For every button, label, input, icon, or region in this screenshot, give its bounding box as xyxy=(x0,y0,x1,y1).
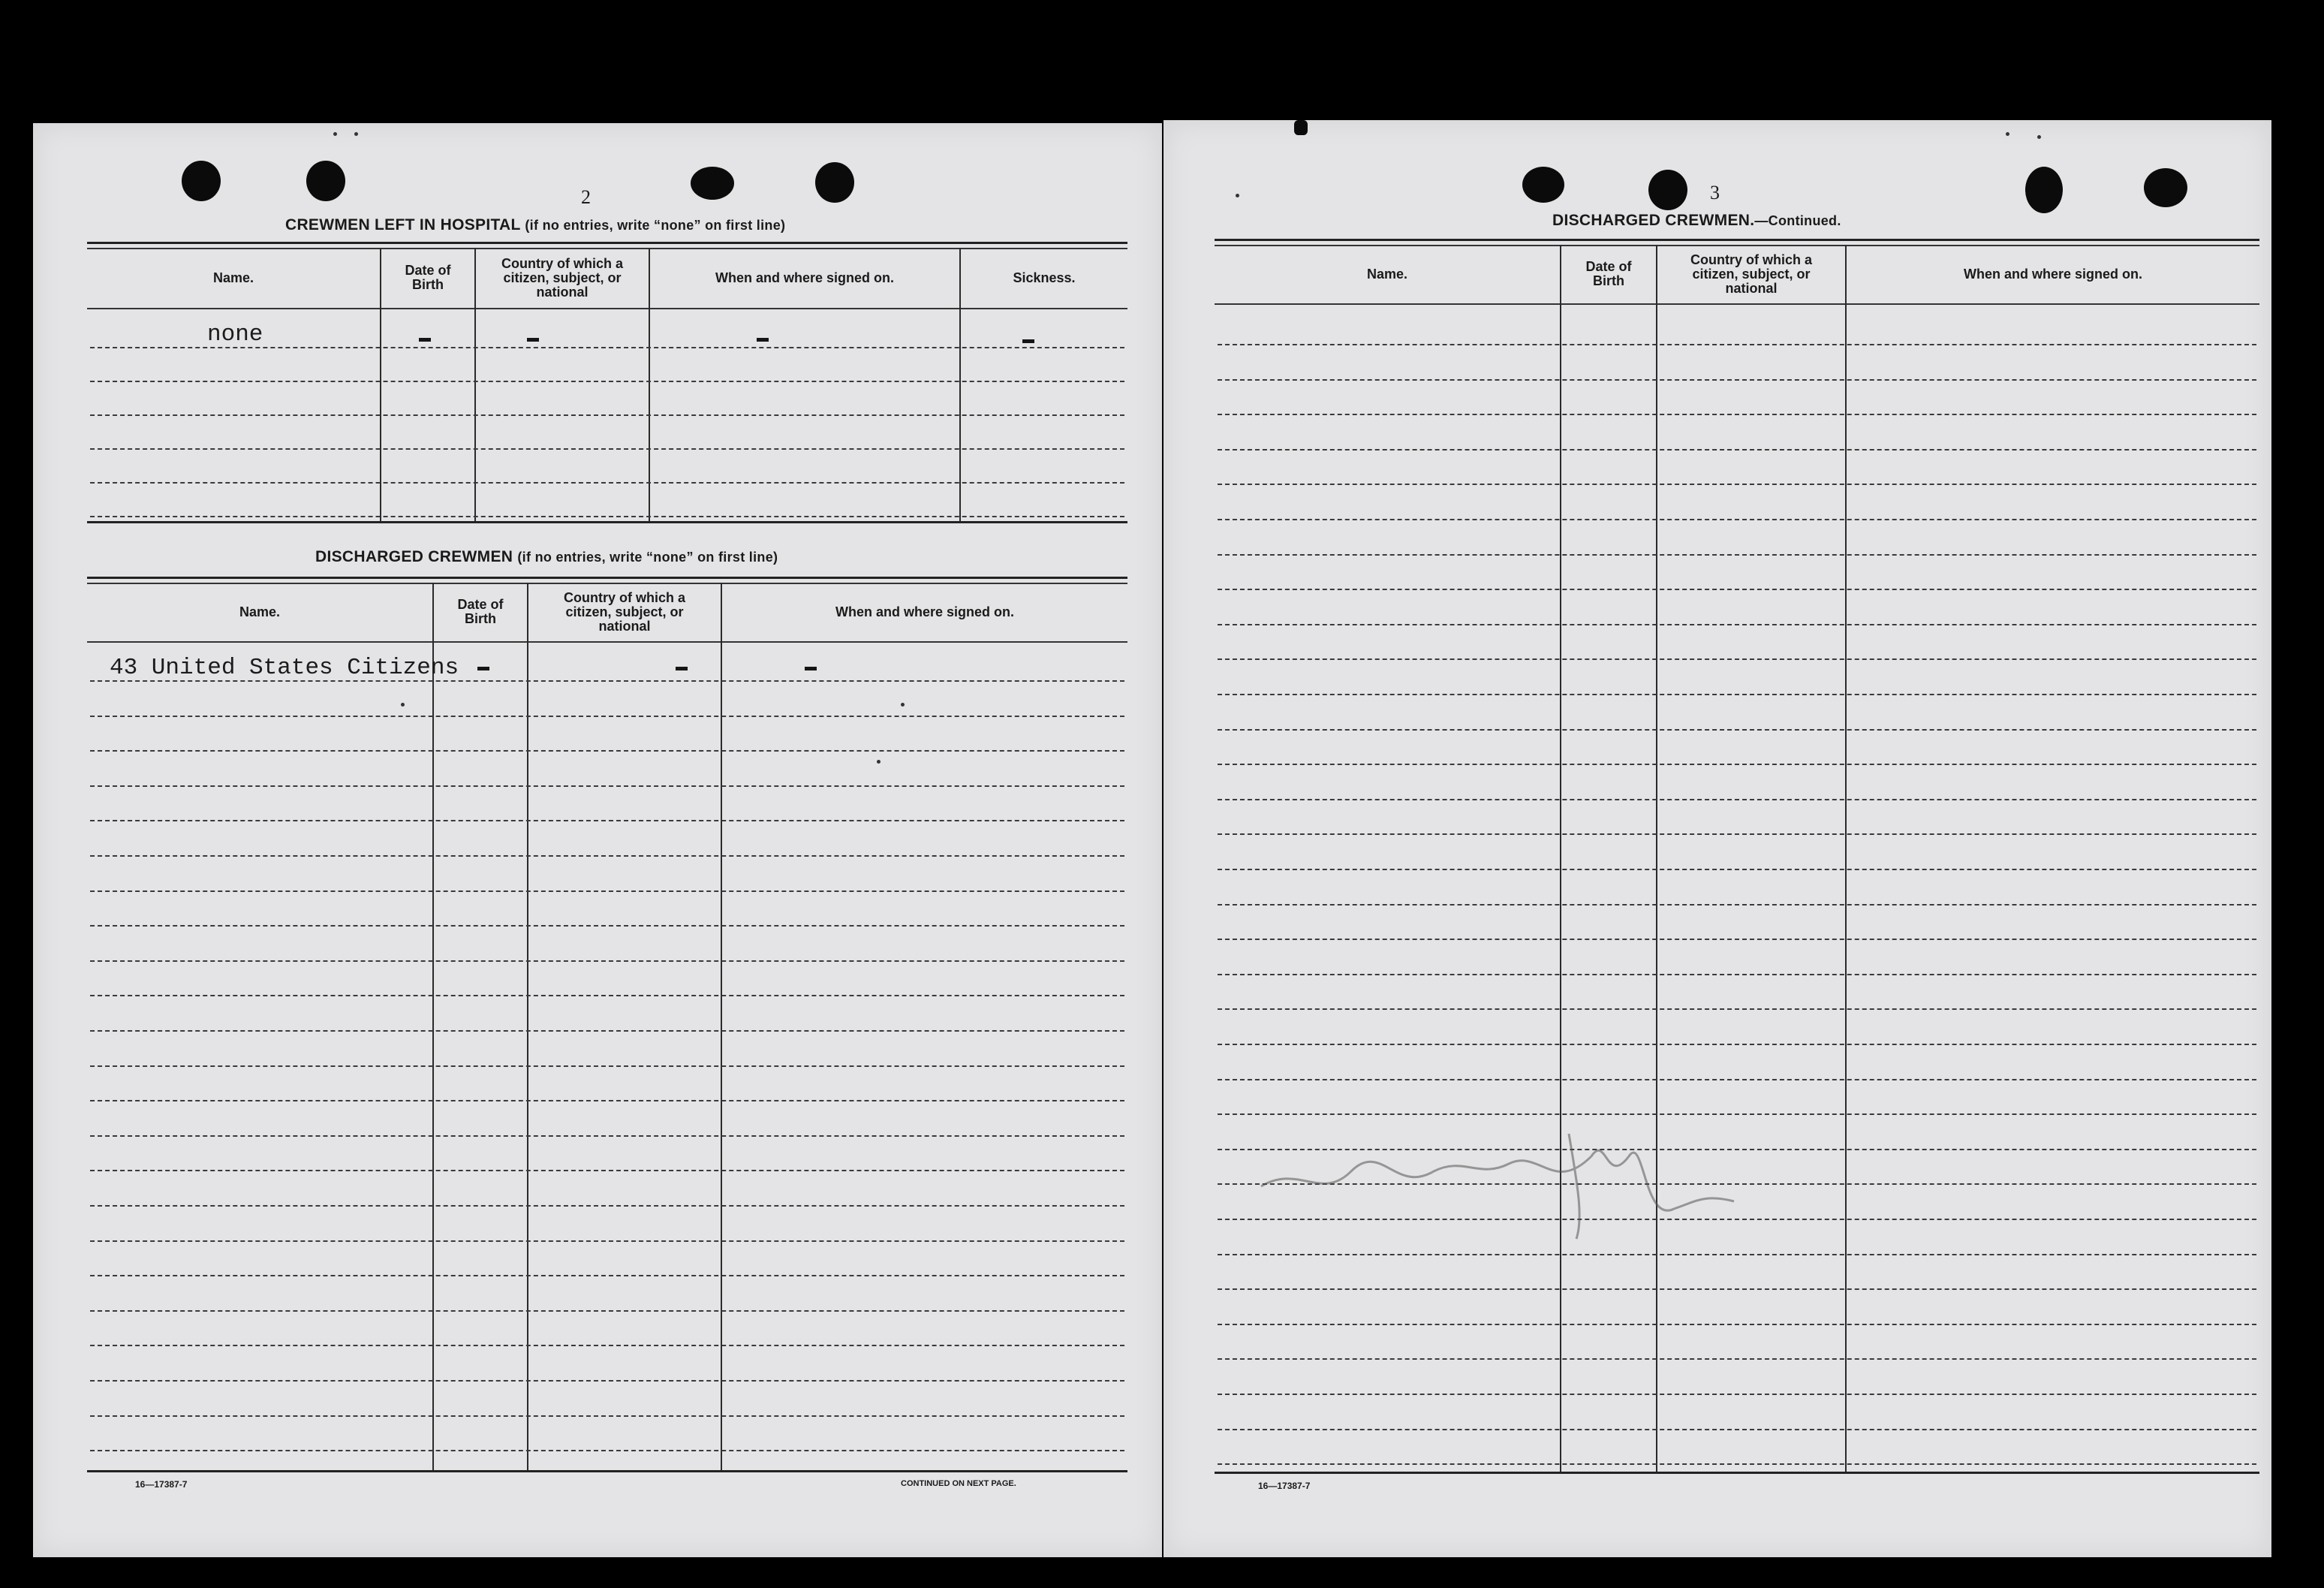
punch-hole xyxy=(1522,167,1564,203)
ruled-line xyxy=(90,516,1124,517)
ruled-line xyxy=(1218,869,2256,870)
continued-note: CONTINUED ON NEXT PAGE. xyxy=(901,1479,1016,1488)
ruled-line xyxy=(90,890,1124,892)
ruled-line xyxy=(1218,833,2256,835)
ruled-line xyxy=(90,381,1124,382)
dob-blank-mark xyxy=(419,338,431,342)
discharged-section-title xyxy=(315,548,778,566)
ruled-line xyxy=(90,1170,1124,1171)
ruled-line xyxy=(90,448,1124,450)
column-header-country: Country of which a citizen, subject, or national xyxy=(501,255,623,300)
ruled-line xyxy=(1218,658,2256,660)
dob-blank-mark xyxy=(477,667,489,670)
ruled-line xyxy=(1218,1463,2256,1465)
ruled-line xyxy=(90,1205,1124,1207)
ruled-line xyxy=(90,716,1124,717)
ruled-line xyxy=(90,1450,1124,1451)
right-page xyxy=(1164,120,2271,1557)
punch-hole xyxy=(182,161,221,201)
ruled-line xyxy=(1218,904,2256,905)
ruled-line xyxy=(1218,449,2256,450)
page-number: 3 xyxy=(1710,182,1720,203)
column-header-dob: Date of Birth xyxy=(405,263,451,292)
ruled-line xyxy=(1218,414,2256,415)
form-number: 16—17387-7 xyxy=(1258,1481,1311,1491)
ruled-line xyxy=(1218,624,2256,625)
left-page xyxy=(33,123,1162,1557)
ruled-line xyxy=(1218,1324,2256,1325)
punch-hole xyxy=(2144,168,2187,207)
ruled-line xyxy=(90,414,1124,416)
ruled-line xyxy=(90,1345,1124,1346)
ruled-line xyxy=(1218,1288,2256,1290)
punch-hole xyxy=(2025,167,2063,213)
ruled-line xyxy=(1218,484,2256,485)
ruled-line xyxy=(1218,519,2256,520)
ruled-line xyxy=(90,855,1124,857)
ruled-line xyxy=(1218,799,2256,800)
hospital-title: CREWMEN LEFT IN HOSPITAL xyxy=(285,216,521,234)
ruled-line xyxy=(90,1275,1124,1276)
column-header-name: Name. xyxy=(1366,266,1408,282)
ruled-line xyxy=(1218,1429,2256,1430)
discharged-continued-title xyxy=(1552,212,1841,230)
ruled-line xyxy=(90,1030,1124,1032)
ruled-line xyxy=(1218,694,2256,695)
column-header-country: Country of which a citizen, subject, or national xyxy=(564,589,685,634)
paper-tear xyxy=(1294,120,1308,135)
ruled-line xyxy=(90,1415,1124,1417)
punch-hole xyxy=(306,161,345,201)
ruled-line xyxy=(90,995,1124,996)
ruled-line xyxy=(1218,939,2256,940)
ruled-line xyxy=(90,785,1124,787)
bleed-through-signature xyxy=(1254,1089,1749,1254)
ruled-line xyxy=(1218,379,2256,381)
ruled-line xyxy=(1218,589,2256,590)
ruled-line xyxy=(90,1065,1124,1067)
ruled-line xyxy=(90,1135,1124,1137)
discharged-entry-name: 43 United States Citizens xyxy=(110,655,459,681)
column-header-signed: When and where signed on. xyxy=(715,270,895,285)
discharged-title: DISCHARGED CREWMEN xyxy=(315,548,513,565)
ruled-line xyxy=(90,925,1124,927)
ruled-line xyxy=(1218,554,2256,556)
signed-blank-mark xyxy=(805,667,817,670)
signed-blank-mark xyxy=(757,338,769,342)
continued-title: DISCHARGED CREWMEN. xyxy=(1552,212,1755,229)
form-number: 16—17387-7 xyxy=(135,1479,188,1490)
ruled-line xyxy=(90,1240,1124,1242)
ruled-line xyxy=(90,482,1124,484)
punch-hole xyxy=(691,167,734,200)
ruled-line xyxy=(1218,1394,2256,1395)
hospital-subtitle: (if no entries, write “none” on first line) xyxy=(525,218,786,233)
punch-hole xyxy=(1648,170,1687,210)
ruled-line xyxy=(1218,1008,2256,1010)
ruled-line xyxy=(90,750,1124,752)
ruled-line xyxy=(90,680,1124,682)
ruled-line xyxy=(90,820,1124,821)
column-header-country: Country of which a citizen, subject, or national xyxy=(1690,252,1812,296)
country-blank-mark xyxy=(527,338,539,342)
ruled-line xyxy=(1218,344,2256,345)
ruled-line xyxy=(1218,729,2256,731)
ruled-line xyxy=(1218,974,2256,975)
page-number: 2 xyxy=(581,186,591,208)
column-header-signed: When and where signed on. xyxy=(835,604,1015,619)
ruled-line xyxy=(90,1380,1124,1382)
discharged-subtitle: (if no entries, write “none” on first line) xyxy=(517,550,778,565)
column-header-dob: Date of Birth xyxy=(1585,259,1632,288)
ruled-line xyxy=(90,347,1124,348)
column-header-name: Name. xyxy=(239,604,281,619)
sickness-blank-mark xyxy=(1022,339,1034,343)
ruled-line xyxy=(1218,1358,2256,1360)
column-header-signed: When and where signed on. xyxy=(1963,266,2143,282)
hospital-section-title xyxy=(285,216,785,234)
country-blank-mark xyxy=(676,667,688,670)
ruled-line xyxy=(90,1310,1124,1312)
punch-hole xyxy=(815,162,854,203)
hospital-entry-name: none xyxy=(207,321,263,348)
continued-suffix: —Continued. xyxy=(1754,213,1841,228)
ruled-line xyxy=(90,1100,1124,1101)
column-header-sickness: Sickness. xyxy=(1013,270,1076,285)
column-header-name: Name. xyxy=(212,270,254,285)
ruled-line xyxy=(90,960,1124,962)
ruled-line xyxy=(1218,764,2256,765)
ruled-line xyxy=(1218,1044,2256,1045)
column-header-dob: Date of Birth xyxy=(457,597,504,626)
ruled-line xyxy=(1218,1079,2256,1080)
